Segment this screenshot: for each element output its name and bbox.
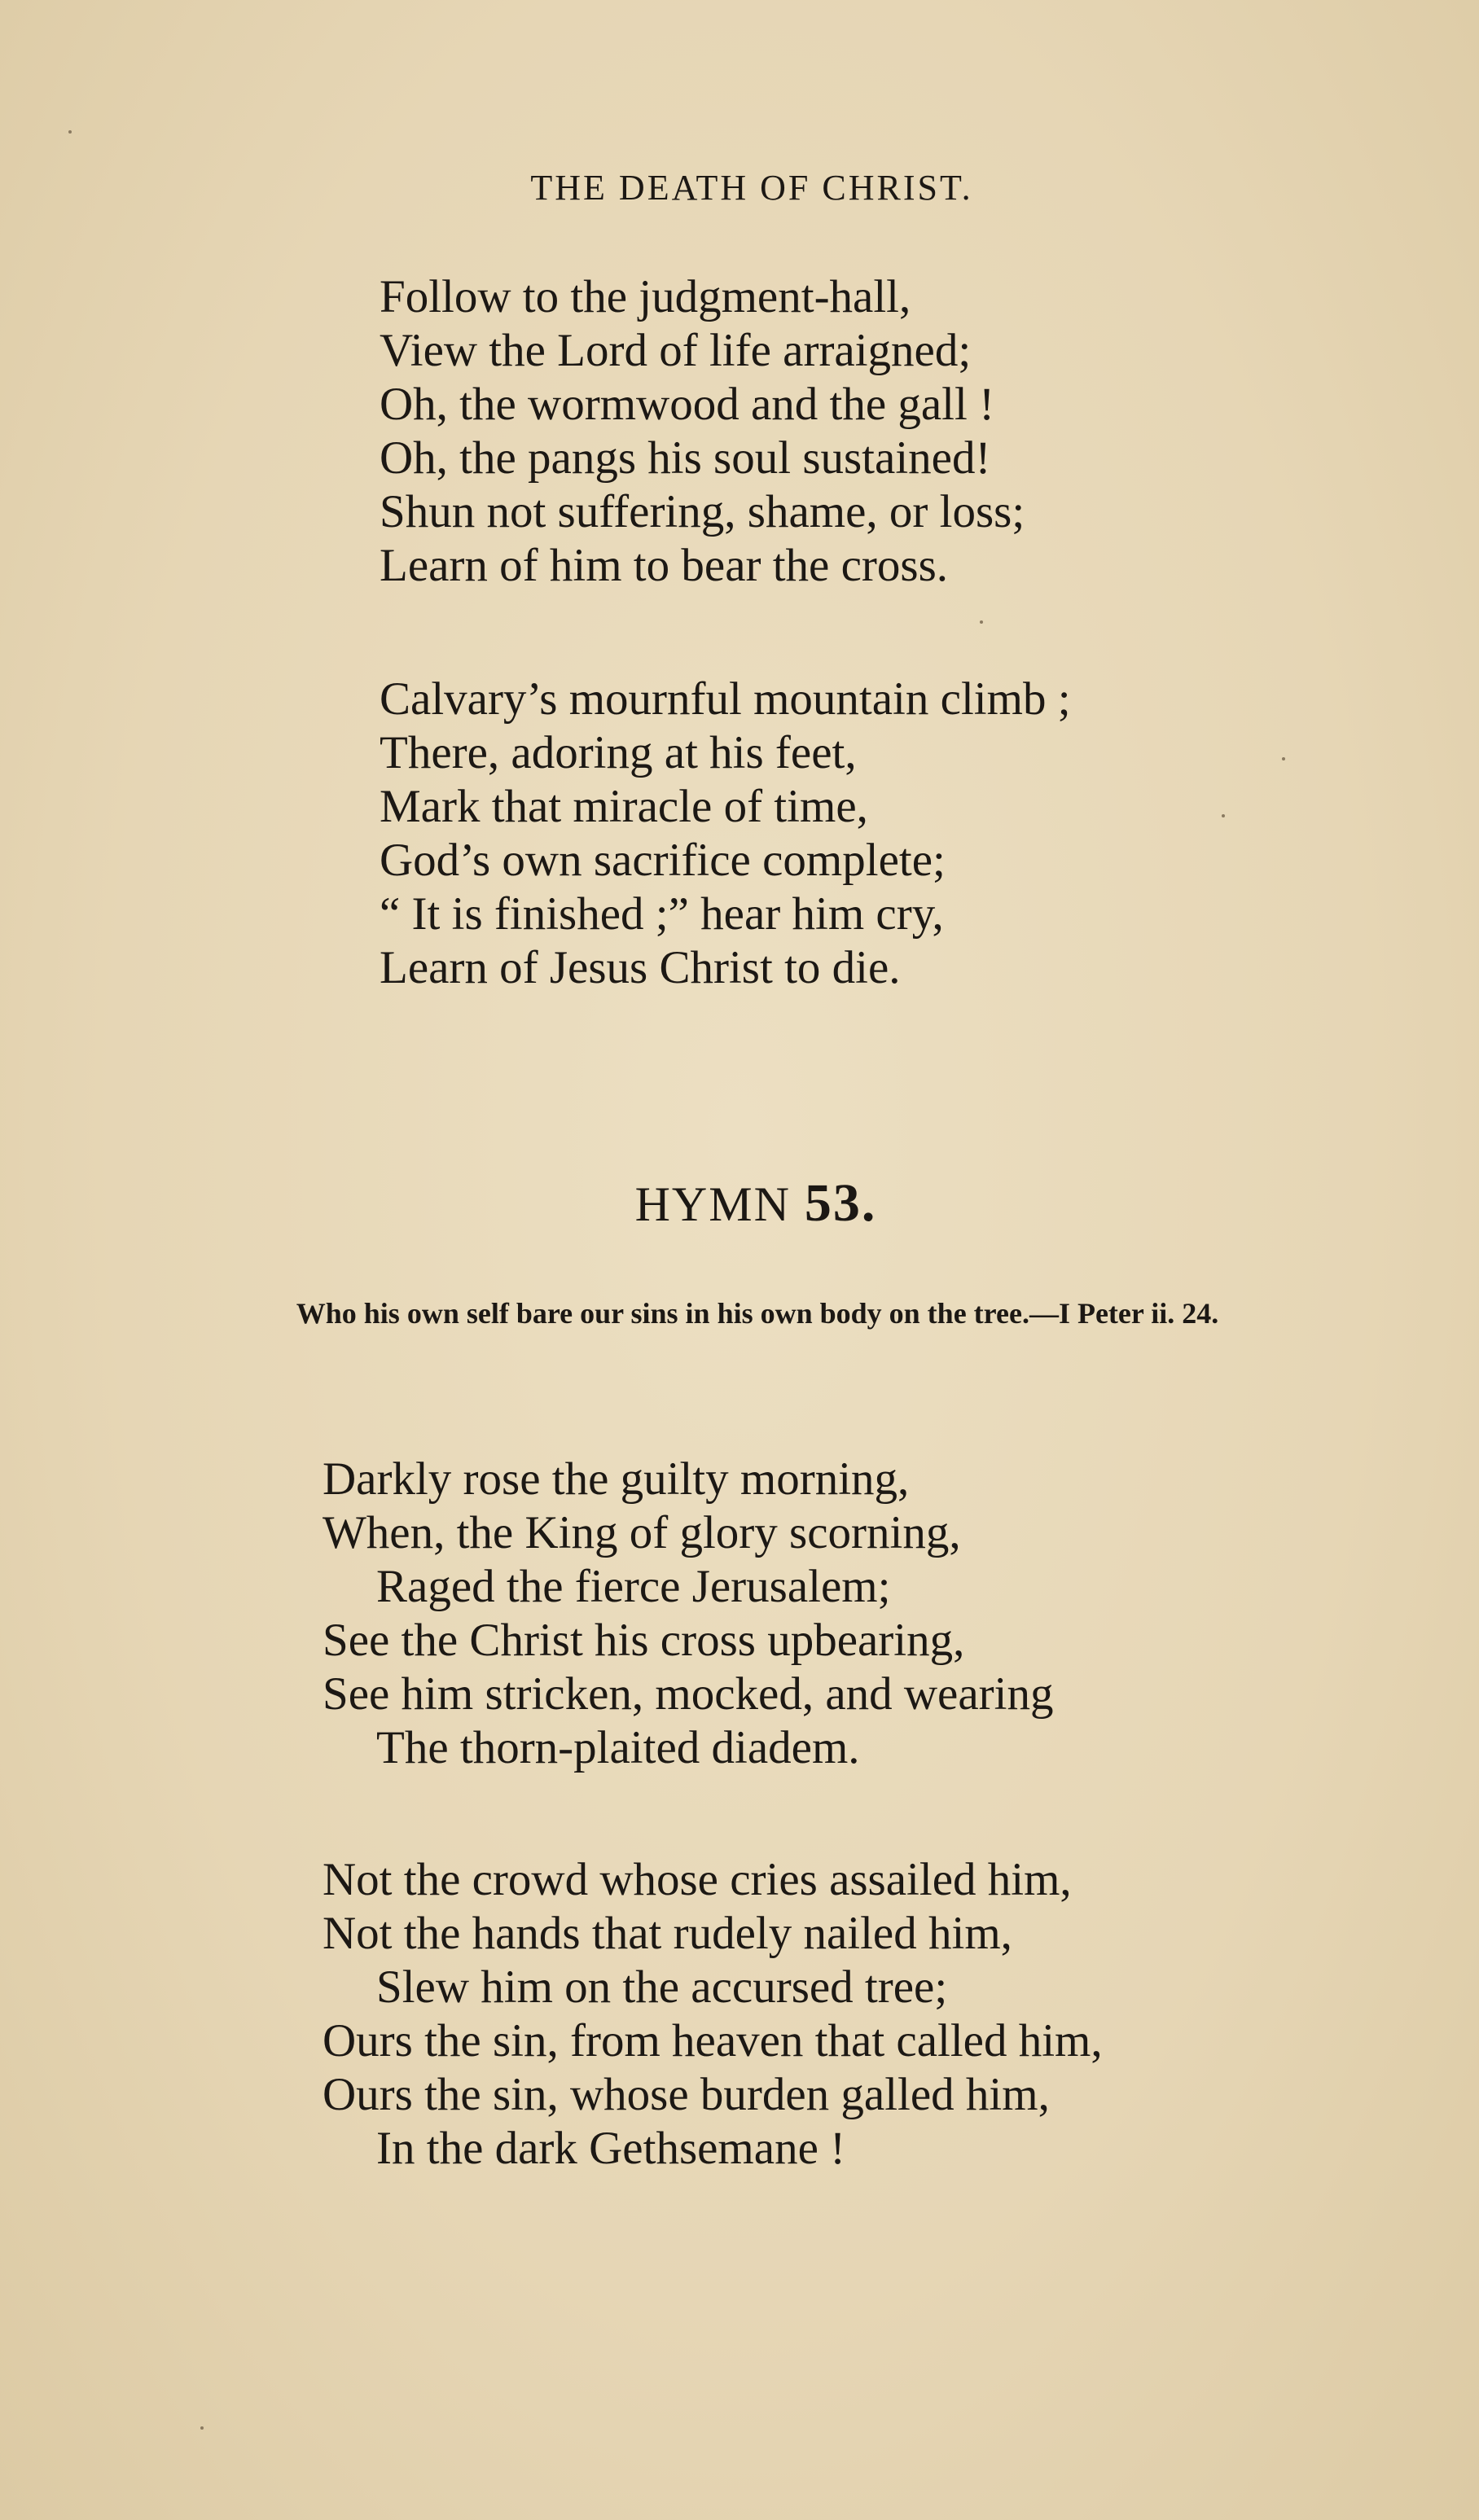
verse-line: See him stricken, mocked, and wearing bbox=[323, 1668, 1054, 1720]
verse-line: Shun not suffering, shame, or loss; bbox=[380, 486, 1025, 537]
verse-line: Follow to the judgment-hall, bbox=[380, 271, 911, 322]
verse-line: Oh, the pangs his soul sustained! bbox=[380, 432, 991, 484]
verse-line: Raged the fierce Jerusalem; bbox=[376, 1561, 891, 1612]
verse-line: Learn of Jesus Christ to die. bbox=[380, 942, 901, 993]
verse-line: There, adoring at his feet, bbox=[380, 727, 857, 778]
verse-line: The thorn-plaited diadem. bbox=[376, 1722, 860, 1773]
hymn-label: HYMN bbox=[634, 1177, 791, 1231]
verse-line: Ours the sin, from heaven that called him, bbox=[323, 2015, 1103, 2066]
verse-line: Learn of him to bear the cross. bbox=[380, 540, 948, 591]
verse-line: Not the hands that rudely nailed him, bbox=[323, 1908, 1012, 1959]
stanza bbox=[380, 673, 1071, 995]
verse-line: “ It is finished ;” hear him cry, bbox=[380, 888, 944, 940]
stanza bbox=[323, 1453, 1053, 1775]
hymn-number: 53. bbox=[804, 1173, 877, 1233]
running-head: THE DEATH OF CHRIST. bbox=[530, 168, 973, 208]
scripture-epigraph: Who his own self bare our sins in his own body on the tree.—I Peter ii. 24. bbox=[296, 1297, 1219, 1330]
verse-line: Not the crowd whose cries assailed him, bbox=[323, 1854, 1072, 1905]
verse-line: See the Christ his cross upbearing, bbox=[323, 1615, 965, 1666]
verse-line: Ours the sin, whose burden galled him, bbox=[323, 2069, 1050, 2120]
verse-line: Slew him on the accursed tree; bbox=[376, 1961, 948, 2013]
verse-line: In the dark Gethsemane ! bbox=[376, 2123, 846, 2174]
verse-line: When, the King of glory scorning, bbox=[323, 1507, 961, 1558]
verse-line: Oh, the wormwood and the gall ! bbox=[380, 379, 995, 430]
verse-line: God’s own sacrifice complete; bbox=[380, 835, 946, 886]
hymn-heading bbox=[0, 1172, 1479, 1234]
verse-line: View the Lord of life arraigned; bbox=[380, 325, 972, 376]
stanza bbox=[380, 270, 1025, 593]
verse-line: Mark that miracle of time, bbox=[380, 781, 868, 832]
verse-line: Darkly rose the guilty morning, bbox=[323, 1453, 910, 1505]
verse-line: Calvary’s mournful mountain climb ; bbox=[380, 673, 1071, 725]
stanza bbox=[323, 1853, 1103, 2176]
